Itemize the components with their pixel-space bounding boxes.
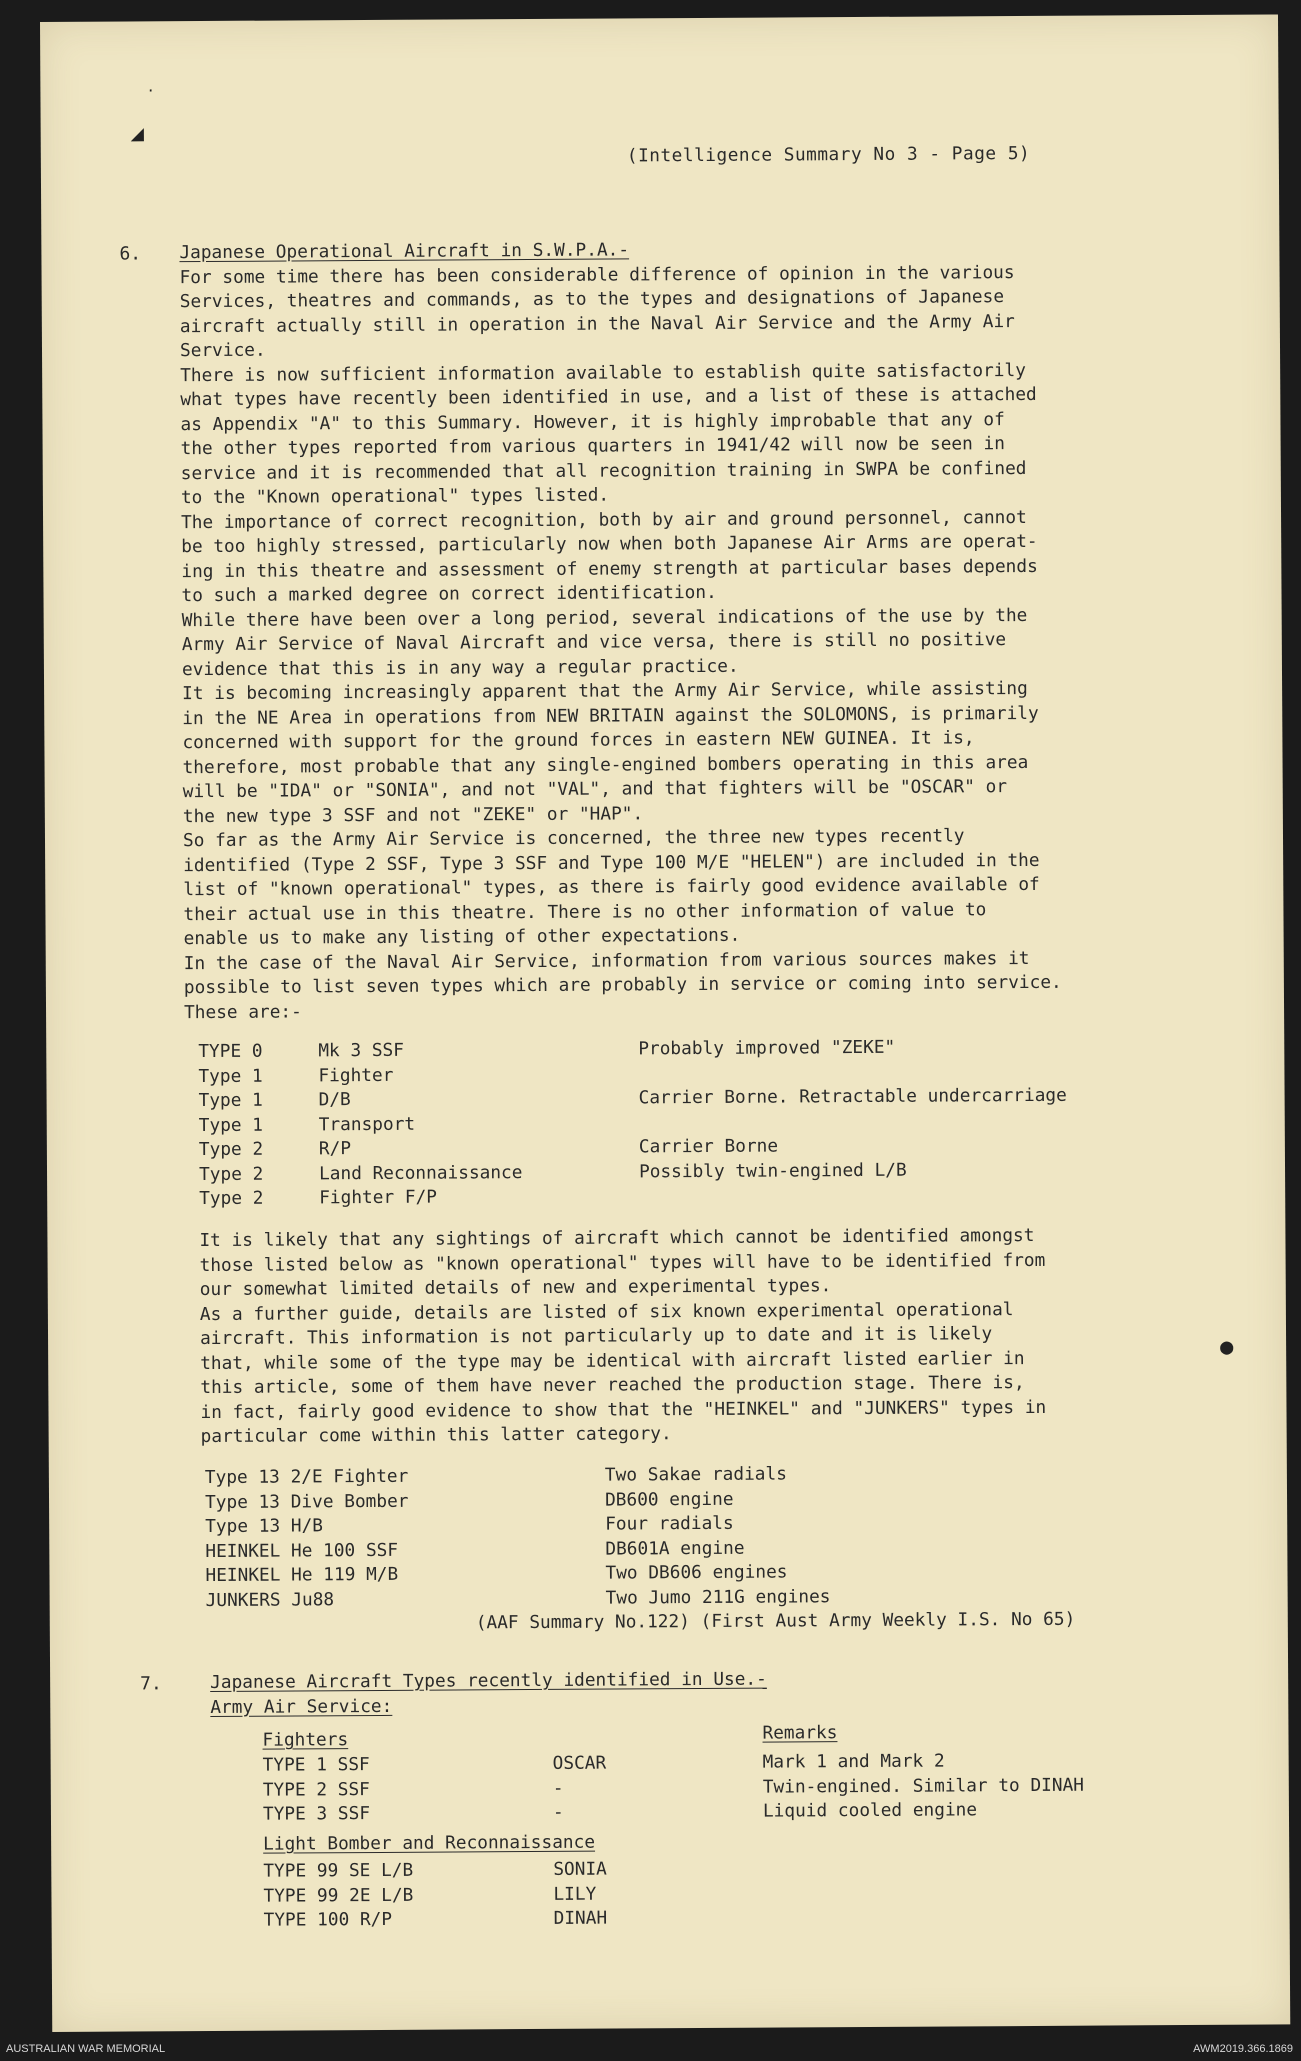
paragraph-line: therefore, most probable that any single-engined bombers operating in this area [182,751,1029,778]
type-cell: TYPE 1 SSF [262,1754,370,1776]
section-6 [179,236,1062,1025]
type-cell: TYPE 2 SSF [262,1778,370,1801]
fighter-row [263,1798,1263,1829]
paragraph-line: Army Air Service of Naval Aircraft and vice versa, there is still no positive [181,629,1007,656]
engine-cell: Two DB606 engines [605,1561,788,1584]
page-header: (Intelligence Summary No 3 - Page 5) [626,142,1031,167]
paragraph-line: As a further guide, details are listed of six known experimental operational [199,1298,1014,1325]
type-cell: Type 1 [198,1089,263,1112]
paragraph-line: While there have been over a long period, several indications of the use by the [181,604,1028,631]
paragraph-line: this article, some of them have never reached the production stage. There is, [200,1372,1025,1399]
archive-footer [0,2038,1301,2061]
paragraph-line: concerned with support for the ground forces in eastern NEW GUINEA. It is, [182,727,975,754]
description-cell: Fighter F/P [319,1186,438,1209]
fighters-list [263,1749,1263,1829]
paragraph-line: These are:- [183,1000,302,1023]
fighters-heading: Fighters [262,1729,349,1751]
codename-cell: - [552,1801,564,1823]
type-cell: Type 2 [199,1187,264,1210]
remark-cell: Mark 1 and Mark 2 [762,1750,945,1773]
description-cell: Fighter [318,1064,394,1086]
type-cell: HEINKEL He 119 M/B [205,1563,399,1587]
paragraph-line: evidence that this is in any way a regular practice. [181,655,739,680]
type-cell: TYPE 99 2E L/B [263,1884,414,1907]
type-cell: JUNKERS Ju88 [205,1588,335,1611]
paragraph-line: in fact, fairly good evidence to show that the "HEINKEL" and "JUNKERS" types in [200,1396,1047,1423]
remark-cell: Possibly twin-engined L/B [638,1159,907,1182]
paragraph-line: service and it is recommended that all recognition training in SWPA be confined [180,457,1027,484]
engine-cell: Four radials [605,1512,734,1535]
description-cell: Mk 3 SSF [318,1039,405,1062]
description-cell: R/P [318,1138,352,1160]
type-cell: Type 13 H/B [205,1515,324,1538]
type-cell: Type 13 2/E Fighter [204,1465,409,1489]
paragraph-line: So far as the Army Air Service is concerned, the three new types recently [182,825,965,852]
paragraph-line: to the "Known operational" types listed. [180,484,610,509]
paragraph-line: ing in this theatre and assessment of enemy strength at particular bases depends [181,555,1038,582]
paragraph-line: will be "IDA" or "SONIA", and not "VAL", and that fighters will be "OSCAR" or [182,776,1008,803]
section-6-number: 6. [119,243,142,265]
section-7-header [210,1668,767,1720]
light-bomber-row [264,1905,1064,1934]
paragraph-line: the other types reported from various quarters in 1941/42 will now be seen in [180,433,1005,460]
paragraph-line: those listed below as "known operational" types will have to be identified from [199,1249,1046,1276]
section-6-paragraph [179,260,1061,1025]
paragraph-line: as Appendix "A" to this Summary. However, it is highly improbable that any of [180,408,1005,435]
light-bomber-heading: Light Bomber and Reconnaissance [263,1831,596,1855]
type-cell: Type 1 [198,1065,263,1087]
document-page [40,14,1290,2032]
type-cell: TYPE 100 R/P [263,1908,393,1931]
paragraph-line: There is now sufficient information available to establish quite satisfactorily [180,359,1026,386]
paragraph-line: Services, theatres and commands, as to the types and designations of Japanese [179,286,1005,313]
paragraph-line: Service. [179,339,266,362]
paragraph-line: that, while some of the type may be identical with aircraft listed earlier in [200,1347,1025,1374]
ink-mark: ◢ [130,121,145,147]
codename-cell: LILY [553,1883,597,1905]
remark-cell: Probably improved "ZEKE" [638,1036,896,1060]
naval-type-row [199,1182,1199,1213]
paragraph-line: aircraft. This information is not particularly up to date and it is likely [199,1323,993,1350]
remark-cell: Twin-engined. Similar to DINAH [762,1774,1085,1798]
paragraph-line: their actual use in this theatre. There is no other information of value to [183,898,987,925]
type-cell: Type 1 [198,1114,264,1136]
section-6-source: (AAF Summary No.122) (First Aust Army Weekly I.S. No 65) [475,1608,1076,1634]
paragraph-line: In the case of the Naval Air Service, information from various sources makes it [183,947,1030,974]
paragraph-line: It is likely that any sightings of aircraft which cannot be identified amongst [199,1224,1035,1252]
section-7-title: Japanese Aircraft Types recently identified in Use.- [210,1668,767,1693]
type-cell: Type 2 [198,1138,264,1161]
engine-cell: DB601A engine [605,1537,745,1560]
type-cell: Type 13 Dive Bomber [204,1490,409,1513]
paragraph-line: aircraft actually still in operation in the Naval Air Service and the Army Air [179,310,1015,337]
paragraph-line: be too highly stressed, particularly now when both Japanese Air Arms are operat- [181,530,1038,558]
footer-accession: AWM2019.366.1869 [1193,2043,1293,2055]
codename-cell: - [552,1777,564,1799]
footer-institution: AUSTRALIAN WAR MEMORIAL [6,2043,166,2055]
paragraph-line: our somewhat limited details of new and experimental types. [199,1275,832,1301]
paragraph-line: possible to list seven types which are probably in service or coming into service. [183,971,1062,999]
codename-cell: DINAH [553,1907,608,1929]
paragraph-line: in the NE Area in operations from NEW BRITAIN against the SOLOMONS, is primarily [182,702,1039,729]
paragraph-line: The importance of correct recognition, both by air and ground personnel, cannot [180,506,1027,533]
light-bomber-list [263,1856,1063,1934]
engine-cell: Two Jumo 211G engines [605,1585,831,1609]
section-7-number: 7. [140,1673,162,1695]
experimental-types-list [205,1461,1206,1614]
remark-cell: Carrier Borne [638,1135,779,1158]
remark-cell: Carrier Borne. Retractable undercarriage [638,1084,1067,1109]
paragraph-line: list of "known operational" types, as there is fairly good evidence available of [183,873,1040,901]
description-cell: Transport [318,1113,416,1135]
type-cell: TYPE 0 [198,1040,263,1063]
engine-cell: DB600 engine [604,1488,734,1511]
remarks-heading: Remarks [762,1722,838,1744]
description-cell: D/B [318,1089,351,1111]
codename-cell: SONIA [553,1858,607,1880]
type-cell: Type 2 [198,1163,264,1185]
type-cell: HEINKEL He 100 SSF [205,1539,399,1562]
ink-blot: ● [1220,1334,1234,1360]
paragraph-line: identified (Type 2 SSF, Type 3 SSF and Type 100 M/E "HELEN") are included in the [183,849,1040,876]
section-7-subtitle: Army Air Service: [210,1695,393,1718]
section-6-title: Japanese Operational Aircraft in S.W.P.A.- [179,239,630,264]
paragraph-line: It is becoming increasingly apparent that the Army Air Service, while assisting [182,677,1028,705]
paragraph-line: particular come within this latter category. [200,1423,672,1448]
description-cell: Land Reconnaissance [318,1161,523,1184]
section-6-paragraph-2 [199,1224,1046,1450]
paragraph-line: For some time there has been considerable difference of opinion in the various [179,261,1015,288]
paragraph-line: to such a marked degree on correct identification. [181,581,717,607]
paragraph-line: what types have recently been identified in use, and a list of these is attached [180,383,1037,411]
ink-speck: · [146,83,155,100]
paragraph-line: the new type 3 SSF and not "ZEKE" or "HAP". [182,802,644,827]
paragraph-line: enable us to make any listing of other expectations. [183,924,741,950]
remark-cell: Liquid cooled engine [762,1799,978,1822]
type-cell: TYPE 3 SSF [262,1803,371,1825]
naval-types-list [198,1035,1199,1213]
codename-cell: OSCAR [552,1752,607,1774]
engine-cell: Two Sakae radials [604,1463,787,1486]
type-cell: TYPE 99 SE L/B [263,1859,414,1882]
